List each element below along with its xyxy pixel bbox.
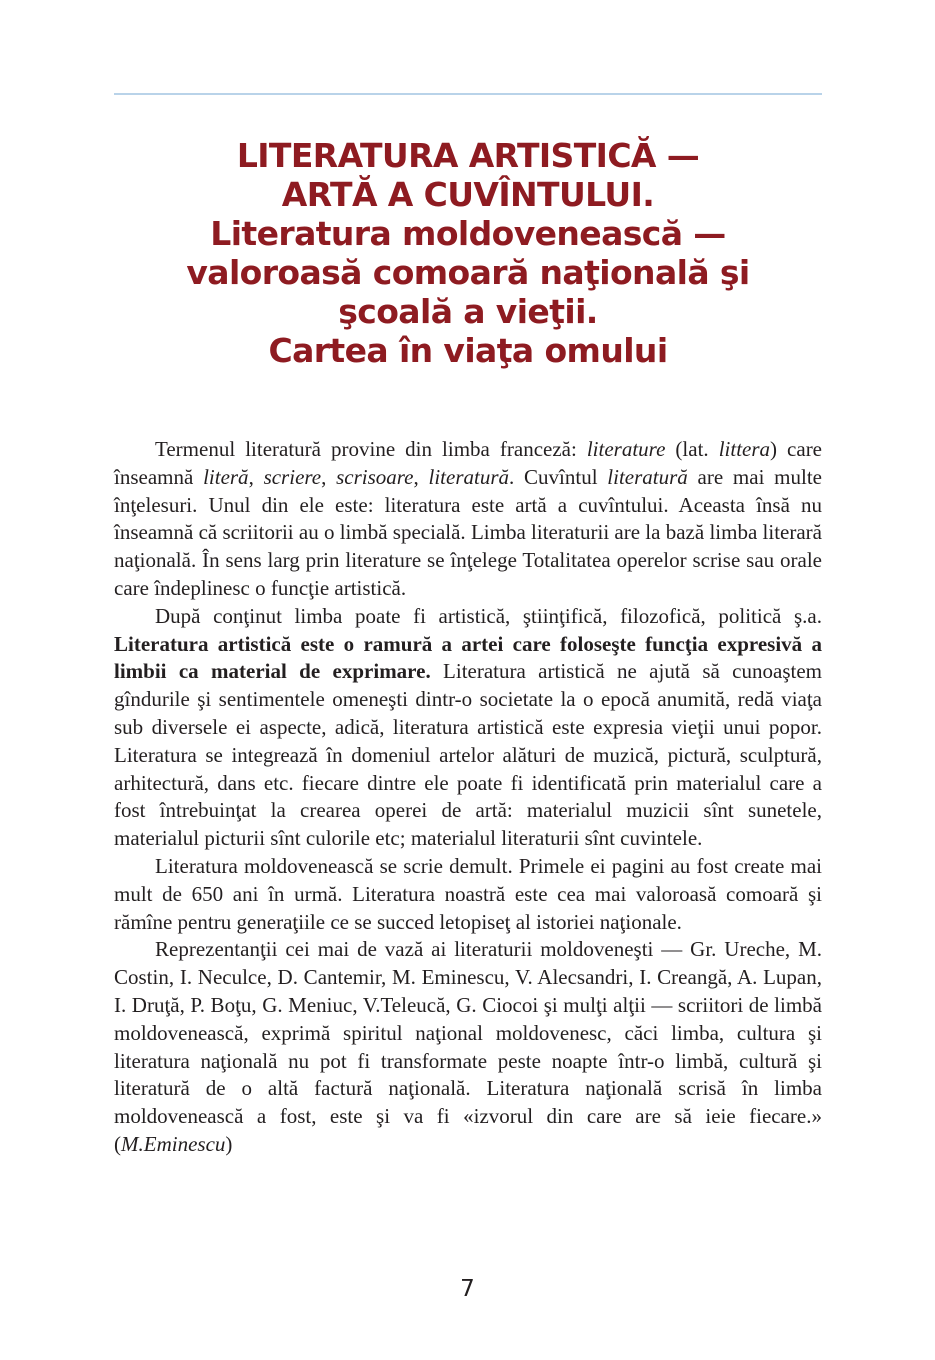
- body-text: [114, 436, 822, 1159]
- italic-term: literature: [586, 437, 666, 461]
- italic-term: littera: [718, 437, 771, 461]
- page-title: [114, 136, 822, 370]
- page-number: 7: [460, 1276, 475, 1302]
- text-run: (lat.: [665, 437, 719, 461]
- text-run: Literatura moldovenească se scrie demult. Primele ei pagini au fost create mai mult de 650 ani în urmă. Literatura noastră este cea mai valoroasă comoară şi rămîne pentru generaţiile ce se succed letopiseţ al istoriei naţionale.: [114, 853, 822, 934]
- paragraph-2: [114, 603, 822, 853]
- title-line-1: LITERATURA ARTISTICĂ —: [236, 136, 700, 175]
- text-run: După conţinut limba poate fi artistică, ştiinţifică, filozofică, politică ş.a.: [155, 603, 822, 628]
- text-run: are mai multe înţelesuri. Unul din ele este: literatura este artă a cuvîntului. Aceasta însă nu înseamnă că scriitorii au o limbă specială. Limba literaturii are la bază limba literară naţională. În sens larg prin literature se înţelege Totalitatea operelor scrise sau orale care îndeplinesc o funcţie artistică.: [114, 464, 822, 600]
- text-run: ,: [248, 464, 264, 489]
- italic-citation: M.Eminescu: [121, 1131, 226, 1156]
- italic-term: scriere: [263, 464, 322, 489]
- text-run: ): [225, 1131, 233, 1156]
- paragraph-3: [114, 853, 822, 936]
- title-line-5: şcoală a vieţii.: [338, 292, 598, 331]
- text-run: ) care înseamnă: [114, 437, 823, 489]
- italic-term: scrisoare: [336, 464, 414, 489]
- italic-term: literatură: [428, 464, 510, 489]
- title-line-6: Cartea în viaţa omului: [268, 331, 668, 370]
- text-run: ,: [413, 464, 429, 489]
- title-line-3: Literatura moldovenească —: [210, 214, 726, 253]
- title-line-4: valoroasă comoară naţională şi: [186, 253, 750, 292]
- text-run: Reprezentanţii cei mai de vază ai literaturii moldoveneşti — Gr. Ureche, M. Costin, I. Neculce, D. Cantemir, M. Eminescu, V. Alecsandri, I. Creangă, A. Lupan, I. Druţă, P. Boţu, G. Meniuc, V.Teleucă, G. Ciocoi şi mulţi alţii — scriitori de limbă moldovenească, exprimă spiritul naţional moldovenesc, căci limba, cultura şi literatura naţională nu pot fi transformate peste noapte într-o limbă, cultură şi literatură de o altă factură naţională. Literatura naţională scrisă în limba moldovenească a fost, este şi va fi «izvorul din care are să ieie fiecare.» (: [114, 937, 822, 1156]
- text-run: Literatura artistică ne ajută să cunoaştem gîndurile şi sentimentele omeneşti dintr-o societate la o epocă anumită, redă viaţa sub diversele ei aspecte, adică, literatura artistică este expresia vieţii unui popor. Literatura se integrează în domeniul artelor alături de muzică, pictură, sculptură, arhitectură, dans etc. fiecare dintre ele poate fi identificată prin materialul care a fost întrebuinţat la crearea operei de artă: materialul muzicii sînt sunetele, materialul picturii sînt culorile etc; materialul literaturii sînt cuvintele.: [114, 659, 822, 851]
- paragraph-1: [114, 436, 822, 603]
- italic-term: literă: [203, 464, 249, 489]
- bold-definition: Literatura artistică este o ramură a artei care foloseşte funcţia expresivă a limbii ca material de exprimare.: [114, 631, 822, 684]
- text-run: ,: [321, 464, 337, 489]
- paragraph-4: [114, 936, 822, 1158]
- text-run: Termenul literatură provine din limba franceză:: [155, 437, 587, 461]
- title-line-2: ARTĂ A CUVÎNTULUI.: [281, 175, 655, 214]
- header-rule: [114, 93, 822, 95]
- text-run: . Cuvîntul: [509, 464, 608, 489]
- italic-term: literatură: [607, 464, 688, 489]
